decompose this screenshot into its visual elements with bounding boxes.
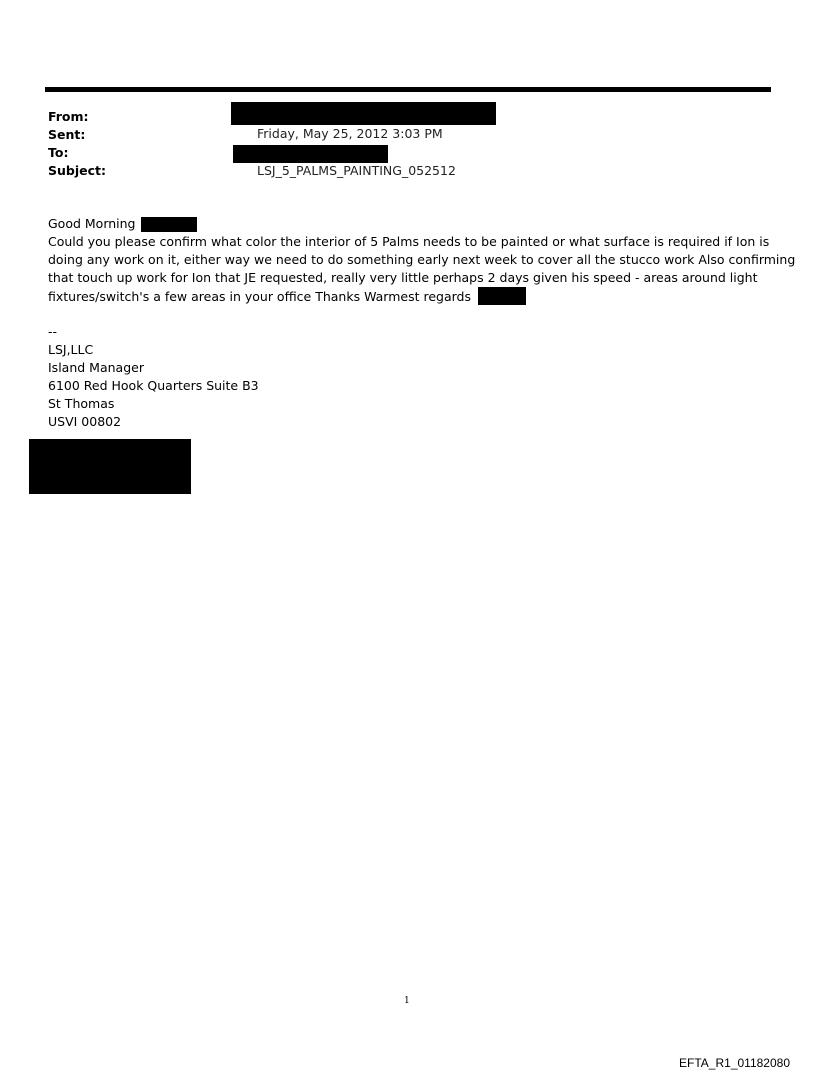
from-redaction: [231, 102, 496, 125]
page-number: 1: [404, 996, 410, 1006]
sent-value: Friday, May 25, 2012 3:03 PM: [257, 126, 443, 141]
greeting-text: Good Morning: [48, 216, 136, 231]
body-line-text: fixtures/switch's a few areas in your office Thanks Warmest regards: [48, 289, 471, 304]
signature-address: 6100 Red Hook Quarters Suite B3: [48, 378, 259, 393]
to-label: To:: [48, 145, 69, 160]
signature-company: LSJ,LLC: [48, 342, 94, 357]
signature-title: Island Manager: [48, 360, 144, 375]
body-line: Could you please confirm what color the interior of 5 Palms needs to be painted or what surface is required if Ion is: [48, 234, 770, 249]
body-line-last: [48, 287, 778, 305]
to-redaction: [233, 145, 388, 163]
body-line: that touch up work for Ion that JE requested, really very little perhaps 2 days given his speed - areas around light: [48, 270, 758, 285]
body-line: doing any work on it, either way we need to do something early next week to cover all the stucco work Also confirming: [48, 252, 796, 267]
signature-block: [48, 323, 259, 431]
signature-redaction: [29, 439, 191, 494]
subject-value: LSJ_5_PALMS_PAINTING_052512: [257, 163, 456, 178]
signature-city: St Thomas: [48, 396, 115, 411]
sent-label: Sent:: [48, 127, 86, 142]
bates-number: EFTA_R1_01182080: [679, 1056, 790, 1070]
sender-name-redaction: [478, 287, 526, 305]
subject-label: Subject:: [48, 163, 106, 178]
greeting-name-redaction: [141, 217, 197, 232]
email-body: [48, 215, 796, 305]
signature-region: USVI 00802: [48, 414, 122, 429]
greeting-line: [48, 215, 778, 233]
signature-separator: --: [48, 324, 58, 339]
header-divider: [45, 87, 771, 92]
from-label: From:: [48, 109, 89, 124]
